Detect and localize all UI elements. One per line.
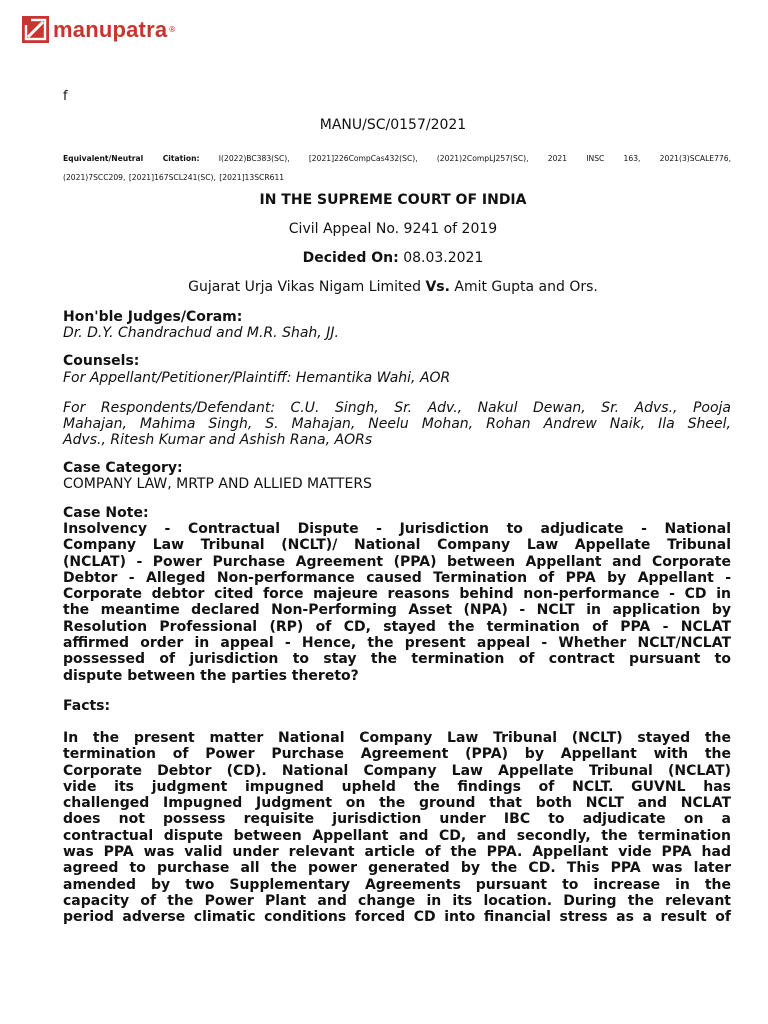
- case-note-line: affirmed order in appeal - Hence, the present appeal - Whether NCLT/NCLAT: [63, 635, 731, 652]
- brand-name: manupatra: [53, 16, 168, 42]
- stray-character: f: [63, 89, 68, 104]
- counsel-appellant: For Appellant/Petitioner/Plaintiff: Hemantika Wahi, AOR: [63, 370, 451, 386]
- facts-body: [63, 730, 731, 926]
- respondent-name: Amit Gupta and Ors.: [454, 279, 598, 295]
- appeal-number: Civil Appeal No. 9241 of 2019: [288, 221, 498, 237]
- facts-line: period adverse climatic conditions forced CD into financial stress as a result of: [63, 909, 731, 926]
- equivalent-line-1: I(2022)BC383(SC), [2021]226CompCas432(SC), (2021)2CompLJ257(SC), 2021 INSC 163, 2021(3)SCALE776,: [218, 154, 732, 163]
- case-note-line: (NCLAT) - Power Purchase Agreement (PPA) between Appellant and Corporate: [63, 553, 731, 570]
- facts-line: contractual dispute between Appellant and CD, and secondly, the termination: [63, 827, 731, 844]
- facts-line: vide its judgment impugned upheld the findings of NCLT. GUVNL has: [63, 778, 731, 795]
- facts-heading: Facts:: [63, 698, 111, 714]
- equivalent-line-2: (2021)7SCC209, [2021]167SCL241(SC), [2021]13SCR611: [63, 173, 285, 182]
- facts-line: amended by two Supplementary Agreements pursuant to increase in the: [63, 876, 731, 893]
- case-note-line: dispute between the parties thereto?: [63, 667, 359, 684]
- case-note-line: possessed of jurisdiction to stay the termination of contract pursuant to: [63, 651, 731, 668]
- case-parties: [55, 279, 731, 295]
- facts-line: In the present matter National Company Law Tribunal (NCLT) stayed the: [63, 730, 731, 746]
- appellant-name: Gujarat Urja Vikas Nigam Limited: [188, 279, 421, 295]
- facts-line: was PPA was valid under relevant article of the PPA. Appellant vide PPA had: [63, 844, 731, 861]
- counsels-heading: Counsels:: [63, 353, 140, 369]
- case-note-line: Insolvency - Contractual Dispute - Jurisdiction to adjudicate - National: [63, 521, 731, 537]
- facts-line: capacity of the Power Plant and change in its location. During the relevant: [63, 892, 731, 909]
- category-heading: Case Category:: [63, 460, 183, 476]
- category-value: COMPANY LAW, MRTP AND ALLIED MATTERS: [63, 476, 372, 492]
- equivalent-label: Equivalent/Neutral Citation:: [63, 154, 200, 163]
- judges-names: Dr. D.Y. Chandrachud and M.R. Shah, JJ.: [63, 325, 339, 341]
- case-note-line: Resolution Professional (RP) of CD, stayed the termination of PPA - NCLAT: [63, 618, 731, 635]
- manupatra-logo-icon: [22, 16, 49, 43]
- equivalent-citations: [63, 149, 731, 187]
- decided-on: [55, 250, 731, 266]
- court-name: IN THE SUPREME COURT OF INDIA: [259, 192, 527, 208]
- case-note-line: Debtor - Alleged Non-performance caused Termination of PPA by Appellant -: [63, 569, 731, 586]
- judges-heading: Hon'ble Judges/Coram:: [63, 309, 243, 325]
- facts-line: termination of Power Purchase Agreement (PPA) by Appellant with the: [63, 746, 731, 763]
- brand-registered-mark: ®: [168, 25, 177, 34]
- case-note-body: [63, 521, 731, 684]
- manupatra-logo: [22, 16, 176, 43]
- facts-line: challenged Impugned Judgment on the ground that both NCLT and NCLAT: [63, 795, 731, 812]
- facts-line: Corporate Debtor (CD). National Company Law Appellate Tribunal (NCLAT): [63, 762, 731, 779]
- counsel-respondent-line-3: Advs., Ritesh Kumar and Ashish Rana, AORs: [63, 432, 373, 448]
- decided-label: Decided On:: [302, 250, 399, 266]
- case-note-line: Company Law Tribunal (NCLT)/ National Company Law Appellate Tribunal: [63, 537, 731, 554]
- versus-label: Vs.: [425, 279, 450, 295]
- case-note-line: Corporate debtor cited force majeure reasons behind non-performance - CD in: [63, 586, 731, 603]
- decided-date: 08.03.2021: [403, 250, 484, 266]
- facts-line: does not possess requisite jurisdiction under IBC to adjudicate on a: [63, 811, 731, 828]
- case-note-heading: Case Note:: [63, 505, 149, 521]
- counsel-respondent-line-1: For Respondents/Defendant: C.U. Singh, Sr. Adv., Nakul Dewan, Sr. Advs., Pooja: [63, 400, 731, 416]
- citation-id: MANU/SC/0157/2021: [319, 117, 467, 133]
- counsel-respondent-line-2: Mahajan, Mahima Singh, S. Mahajan, Neelu Mohan, Rohan Andrew Naik, Ila Sheel,: [63, 416, 731, 432]
- case-note-line: the meantime declared Non-Performing Asset (NPA) - NCLT in application by: [63, 602, 731, 619]
- facts-line: agreed to purchase all the power generated by the CD. This PPA was later: [63, 860, 731, 877]
